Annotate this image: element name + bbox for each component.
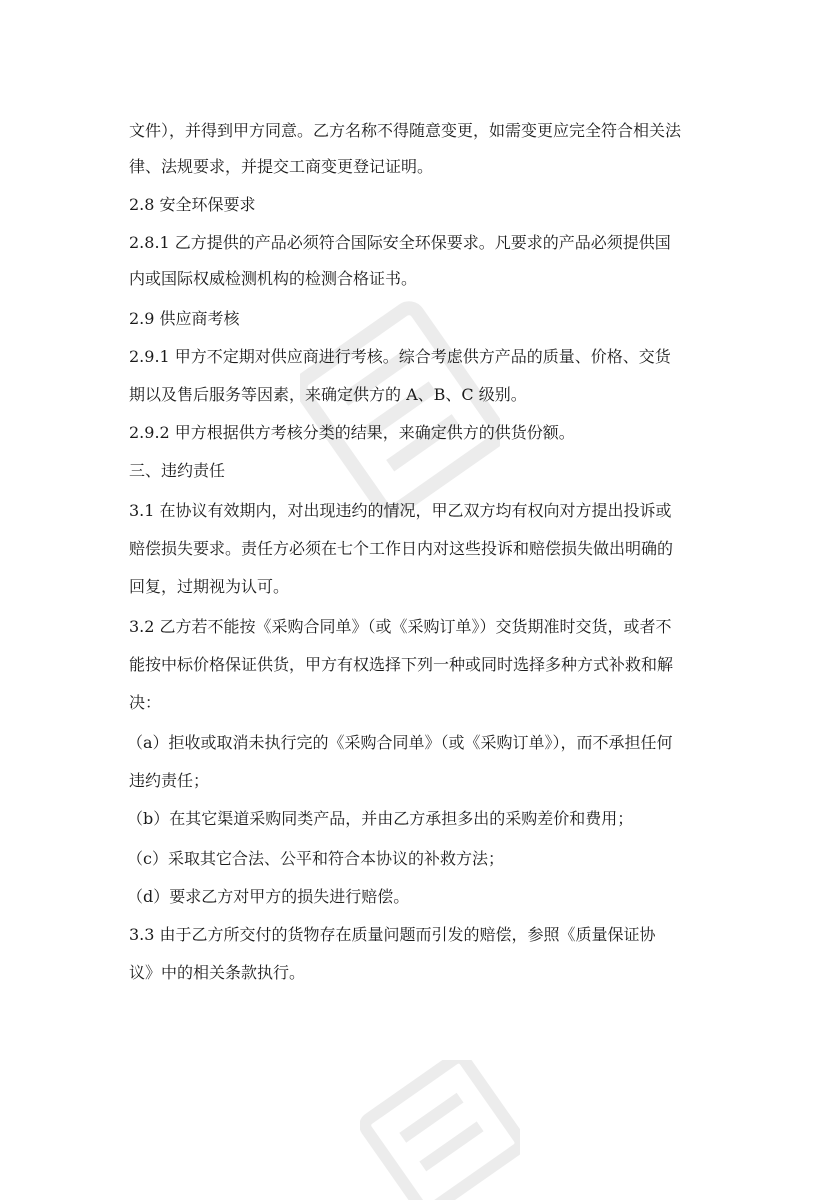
- paragraph-line: 3.1 在协议有效期内，对出现违约的情况，甲乙双方均有权向对方提出投诉或: [129, 501, 672, 520]
- section-heading: 三、违约责任: [129, 461, 226, 480]
- list-item: （a）拒收或取消未执行完的《采购合同单》（或《采购订单》），而不承担任何: [127, 733, 673, 752]
- paragraph-line: 回复，过期视为认可。: [129, 577, 290, 596]
- watermark-icon: [360, 1060, 520, 1200]
- paragraph-line: 议》中的相关条款执行。: [129, 963, 306, 982]
- paragraph-line: 2.9.1 甲方不定期对供应商进行考核。综合考虑供方产品的质量、价格、交货: [129, 347, 671, 366]
- paragraph-line: 文件），并得到甲方同意。乙方名称不得随意变更，如需变更应完全符合相关法: [129, 121, 682, 140]
- paragraph-line: 3.2 乙方若不能按《采购合同单》（或《采购订单》）交货期准时交货，或者不: [129, 617, 672, 636]
- paragraph-line: 律、法规要求，并提交工商变更登记证明。: [129, 157, 434, 176]
- paragraph-line: 期以及售后服务等因素，来确定供方的 A、B、C 级别。: [129, 385, 527, 404]
- list-item: （b）在其它渠道采购同类产品，并由乙方承担多出的采购差价和费用；: [127, 809, 634, 828]
- list-item: （c）采取其它合法、公平和符合本协议的补救方法；: [127, 849, 504, 868]
- paragraph-line: 能按中标价格保证供货，甲方有权选择下列一种或同时选择多种方式补救和解: [129, 655, 674, 674]
- paragraph-line: 违约责任；: [129, 771, 210, 790]
- paragraph-line: 2.9.2 甲方根据供方考核分类的结果，来确定供方的供货份额。: [129, 423, 575, 442]
- paragraph-line: 内或国际权威检测机构的检测合格证书。: [129, 269, 418, 288]
- paragraph-line: 2.8.1 乙方提供的产品必须符合国际安全环保要求。凡要求的产品必须提供国: [129, 233, 671, 252]
- section-heading: 2.8 安全环保要求: [129, 195, 256, 214]
- watermark-icon: [300, 290, 500, 530]
- section-heading: 2.9 供应商考核: [129, 309, 240, 328]
- paragraph-line: 3.3 由于乙方所交付的货物存在质量问题而引发的赔偿，参照《质量保证协: [129, 925, 656, 944]
- paragraph-line: 决：: [129, 693, 162, 712]
- list-item: （d）要求乙方对甲方的损失进行赔偿。: [127, 887, 410, 906]
- paragraph-line: 赔偿损失要求。责任方必须在七个工作日内对这些投诉和赔偿损失做出明确的: [129, 539, 674, 558]
